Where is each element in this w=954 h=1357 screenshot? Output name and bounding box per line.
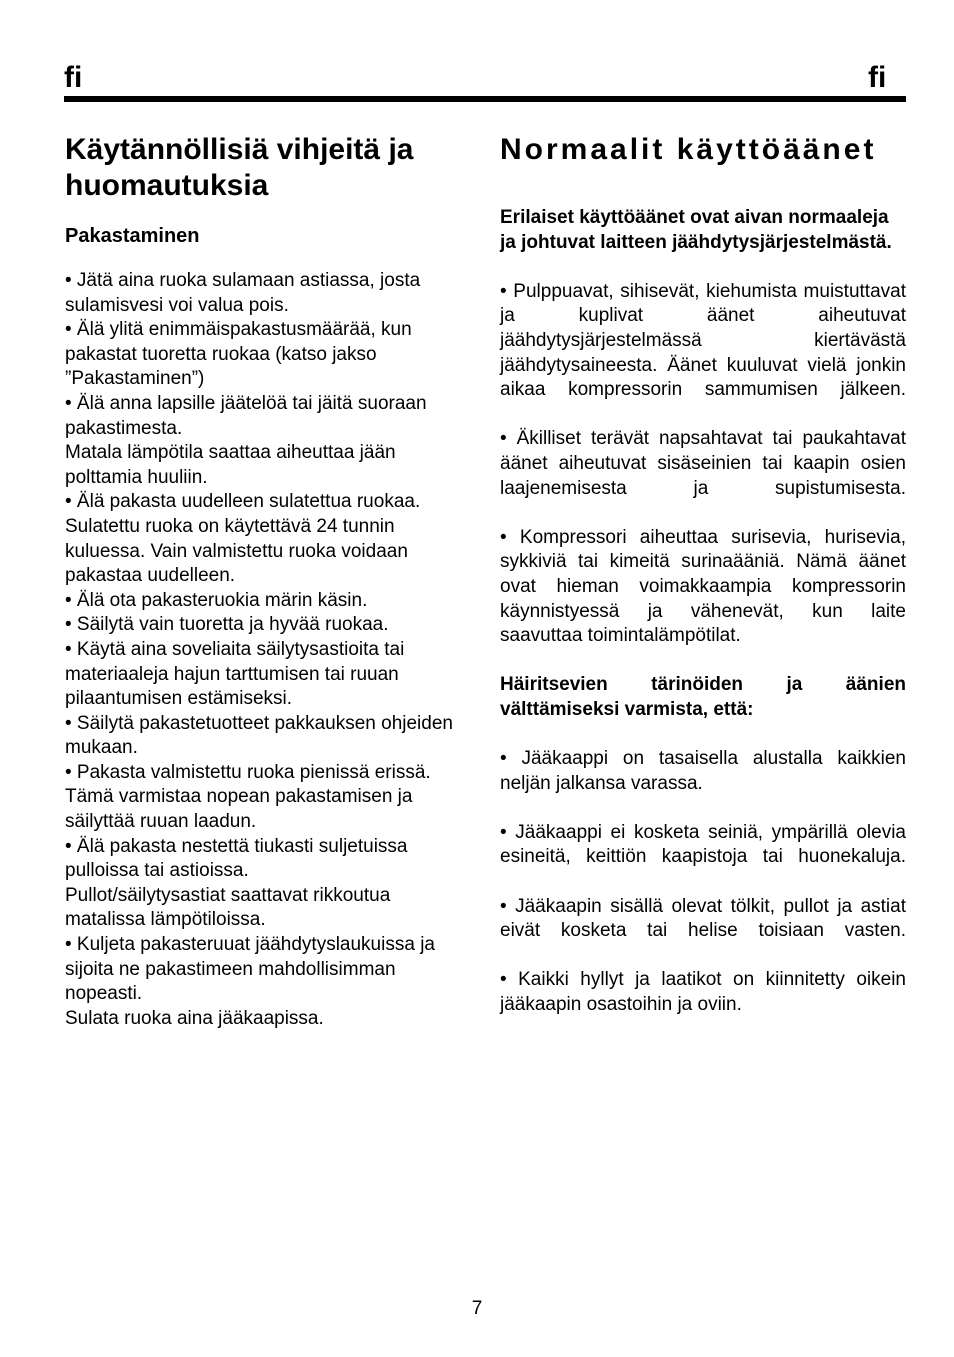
language-code-left: fi [64,61,83,94]
body-line: • Älä ylitä enimmäispakastusmäärää, kun [65,319,412,341]
body-line: esineitä, keittiön kaapistoja tai huonekaluja. [500,846,906,868]
body-line: jäähdytysjärjestelmässä kiertävästä [500,329,906,351]
body-line: sulamisvesi voi valua pois. [65,294,289,316]
intro-line: Erilaiset käyttöäänet ovat aivan normaaleja [500,207,889,228]
right-column [500,132,906,1018]
body-line: Pullot/säilytysastiat saattavat rikkoutua [65,884,391,906]
body-line: mukaan. [65,737,138,759]
body-line: nopeasti. [65,983,143,1005]
page-number: 7 [471,1298,483,1319]
body-line: laajenemisesta ja supistumisesta. [500,477,906,499]
body-line: pakastaa uudelleen. [65,565,236,587]
body-line: pakastimesta. [65,417,183,439]
body-line: ja kuplivat äänet aiheutuvat [500,305,906,327]
left-subtitle: Pakastaminen [65,225,200,247]
left-title-line: huomautuksia [65,169,269,202]
body-line: ”Pakastaminen”) [65,368,205,390]
header-rule [64,96,906,102]
body-line: • Älä anna lapsille jäätelöä tai jäitä suoraan [65,392,427,414]
subheading-line: välttämiseksi varmista, että: [500,698,754,720]
body-line: ovat hieman voimakkaampia kompressorin [500,575,906,597]
body-line: Tämä varmistaa nopean pakastamisen ja [65,786,413,808]
intro-paragraph [500,206,906,1018]
body-line: • Käytä aina soveliaita säilytysastioita tai [65,638,405,660]
body-line: materiaaleja hajun tarttumisen tai ruuan [65,663,399,685]
body-line: käynnistyessä ja vähenevät, kun laite [500,600,906,622]
body-line: äänet aiheutuvat sisäseinien tai kaapin osien [500,452,906,474]
body-line: • Säilytä pakastetuotteet pakkauksen ohjeiden [65,712,453,734]
left-title [65,132,475,204]
body-line: Sulatettu ruoka on käytettävä 24 tunnin [65,515,395,537]
body-line: • Pulppuavat, sihisevät, kiehumista muistuttavat [500,280,906,302]
body-line: neljän jalkansa varassa. [500,772,703,794]
body-line: • Jääkaappi ei kosketa seiniä, ympärillä olevia [500,821,906,843]
body-line: • Älä ota pakasteruokia märin käsin. [65,589,368,611]
body-line: jääkaapin osastoihin ja oviin. [500,994,742,1015]
body-line: aikaa kompressorin sammumisen jälkeen. [500,379,906,401]
body-line: • Kompressori aiheuttaa surisevia, hurisevia, [500,526,906,548]
body-line: • Säilytä vain tuoretta ja hyvää ruokaa. [65,614,389,636]
body-line: • Älä pakasta nestettä tiukasti suljetuissa [65,835,408,857]
left-body [65,269,475,1031]
body-line: Matala lämpötila saattaa aiheuttaa jään [65,442,396,464]
body-line: • Kaikki hyllyt ja laatikot on kiinnitetty oikein [500,969,906,991]
body-line: • Äkilliset terävät napsahtavat tai paukahtavat [500,428,906,450]
subheading-line: Häiritsevien tärinöiden ja äänien [500,674,906,696]
body-line: • Jääkaapin sisällä olevat tölkit, pullot ja astiat [500,895,906,917]
body-line: saavuttaa toimintalämpötilat. [500,625,741,647]
body-line: sykkiviä tai kimeitä surinaääniä. Nämä äänet [500,551,906,573]
body-line: polttamia huuliin. [65,466,208,488]
body-line: kuluessa. Vain valmistettu ruoka voidaan [65,540,408,562]
body-line: pulloissa tai astioissa. [65,860,249,882]
body-line: eivät kosketa tai helise toisiaan vasten. [500,920,906,942]
body-line: matalissa lämpötiloissa. [65,909,266,931]
body-line: • Jääkaappi on tasaisella alustalla kaikkien [500,748,906,770]
body-line: jäähdytysaineesta. Äänet kuuluvat vielä jonkin [500,354,906,376]
intro-line: ja johtuvat laitteen jäähdytysjärjestelmästä. [500,231,892,253]
body-line: säilyttää ruuan laadun. [65,811,257,833]
right-title: Normaalit käyttöäänet [500,133,877,166]
body-line: • Pakasta valmistettu ruoka pienissä erissä. [65,761,431,783]
left-title-line: Käytännöllisiä vihjeitä ja [65,133,414,166]
body-line: sijoita ne pakastimeen mahdollisimman [65,958,396,980]
body-line: • Jätä aina ruoka sulamaan astiassa, josta [65,270,421,291]
body-line: pakastat tuoretta ruokaa (katso jakso [65,343,377,365]
left-column [65,132,475,1031]
body-line: pilaantumisen estämiseksi. [65,688,293,710]
body-line: • Älä pakasta uudelleen sulatettua ruokaa. [65,491,421,513]
body-line: • Kuljeta pakasteruuat jäähdytyslaukuissa ja [65,934,435,956]
language-code-right: fi [868,61,887,94]
body-line: Sulata ruoka aina jääkaapissa. [65,1007,324,1029]
